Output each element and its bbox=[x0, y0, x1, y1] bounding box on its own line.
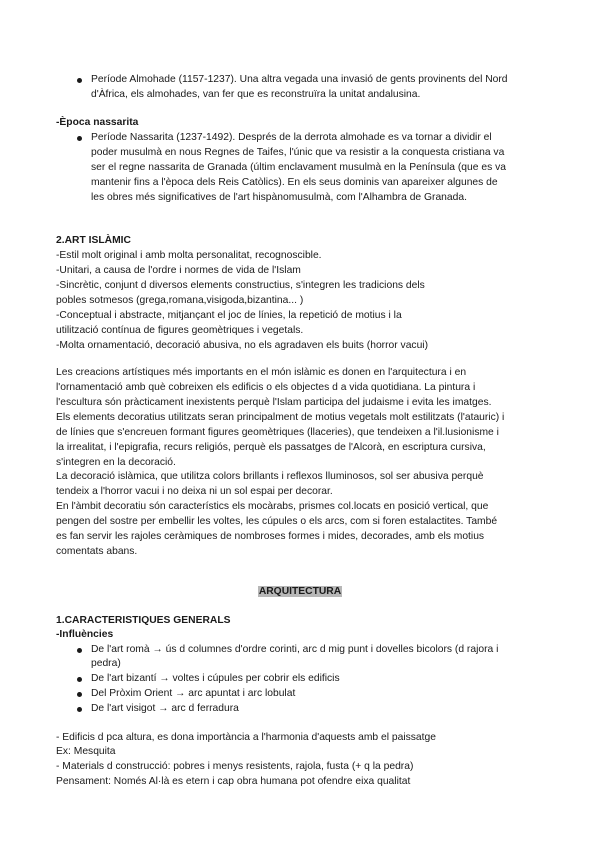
para-line-12: es fan servir les rajoles ceràmiques de nombroses formes i mides, decorades, amb els motius bbox=[56, 531, 485, 542]
para-line-9: tendeix a l'horror vacui i no deixa ni un sol espai per decorar. bbox=[56, 486, 333, 497]
influencies-heading: -Influències bbox=[56, 629, 114, 640]
para-line-3: l'escultura són pràcticament inexistents perquè l'Islam participa del judaisme i evita les imatges. bbox=[56, 397, 492, 408]
nassarita-line-4: mantenir fins a l'època dels Reis Catòlics). En els seus dominis van apareixer algunes de bbox=[91, 177, 498, 188]
caracteristiques-heading: 1.CARACTERISTIQUES GENERALS bbox=[56, 615, 231, 626]
nassarita-line-5: les obres més significatives de l'art hispànomusulmà, com l'Alhambra de Granada. bbox=[91, 192, 467, 203]
art-line-3: -Sincrètic, conjunt d diversos elements constructius, s'integren les tradicions dels bbox=[56, 280, 425, 291]
almohade-line-1: Període Almohade (1157-1237). Una altra vegada una invasió de gents provinents del Nord bbox=[91, 74, 508, 85]
arquitectura-highlight: ARQUITECTURA bbox=[258, 586, 342, 597]
para-line-2: l'ornamentació amb què cobreixen els edificis o els objectes d a vida quotidiana. La pintura i bbox=[56, 382, 476, 393]
bullet-orient bbox=[77, 692, 82, 697]
para-line-1: Les creacions artístiques més importants en el món islàmic es donen en l'arquitectura i en bbox=[56, 367, 467, 378]
art-line-2: -Unitari, a causa de l'ordre i normes de vida de l'Islam bbox=[56, 265, 301, 276]
para-line-6: la irrealitat, i l'epigrafia, recurs religiós, perquè els passatges de l'Alcorà, en escriptura cursiva, bbox=[56, 442, 486, 453]
art-line-4: pobles sotmesos (grega,romana,visigoda,bizantina... ) bbox=[56, 295, 304, 306]
influ-line-3: De l'art bizantí → voltes i cúpules per cobrir els edificis bbox=[91, 673, 340, 684]
influ-line-4: Del Pròxim Orient → arc apuntat i arc lobulat bbox=[91, 688, 296, 699]
last-line-1: - Edificis d pca altura, es dona importància a l'harmonia d'aquests amb el paissatge bbox=[56, 732, 436, 743]
last-line-4: Pensament: Només Al·là es etern i cap obra humana pot ofendre eixa qualitat bbox=[56, 776, 411, 787]
para-line-5: de línies que s'encreuen formant figures geomètriques (llaceries), que tendeixen a l'il.lusionisme i bbox=[56, 427, 499, 438]
influ-line-5: De l'art visigot → arc d ferradura bbox=[91, 703, 239, 714]
art-line-6: utilització contínua de figures geomètriques i vegetals. bbox=[56, 325, 304, 336]
art-line-5: -Conceptual i abstracte, mitjançant el joc de línies, la repetició de motius i la bbox=[56, 310, 402, 321]
influ-line-2: pedra) bbox=[91, 658, 121, 669]
influ-line-1: De l'art romà → ús d columnes d'ordre corinti, arc d mig punt i dovelles bicolors (d rajora i bbox=[91, 644, 499, 655]
nassarita-line-2: poder musulmà en nous Regnes de Taifes, l'únic que va resistir a la conquesta cristiana va bbox=[91, 147, 505, 158]
para-line-8: La decoració islàmica, que utilitza colors brillants i reflexos lluminosos, sol ser abusiva perquè bbox=[56, 471, 484, 482]
art-line-1: -Estil molt original i amb molta personalitat, recognoscible. bbox=[56, 250, 322, 261]
para-line-13: comentats abans. bbox=[56, 546, 138, 557]
bullet-visigot bbox=[77, 707, 82, 712]
nassarita-heading: -Època nassarita bbox=[56, 117, 139, 128]
nassarita-line-3: ser el regne nassarita de Granada (últim enclavament musulmà en la Península (que es va bbox=[91, 162, 506, 173]
para-line-7: s'integren en la decoració. bbox=[56, 457, 176, 468]
art-islamic-heading: 2.ART ISLÀMIC bbox=[56, 235, 131, 246]
para-line-10: En l'àmbit decoratiu són característics els mocàrabs, prismes col.locats en posició vertical, que bbox=[56, 501, 489, 512]
last-line-3: - Materials d construcció: pobres i menys resistents, rajola, fusta (+ q la pedra) bbox=[56, 761, 414, 772]
art-line-7: -Molta ornamentació, decoració abusiva, no els agradaven els buits (horror vacui) bbox=[56, 340, 429, 351]
bullet-nassarita bbox=[77, 136, 82, 141]
bullet-almohade bbox=[77, 78, 82, 83]
para-line-4: Els elements decoratius utilitzats seran principalment de motius vegetals molt estilitzats (l'atauric) i bbox=[56, 412, 505, 423]
bullet-bizanti bbox=[77, 677, 82, 682]
arquitectura-title bbox=[0, 585, 600, 598]
bullet-roma bbox=[77, 648, 82, 653]
last-line-2: Ex: Mesquita bbox=[56, 746, 116, 757]
para-line-11: pengen del sostre per embellir les voltes, les cúpules o els arcs, com si foren estalactites. També bbox=[56, 516, 498, 527]
nassarita-line-1: Període Nassarita (1237-1492). Després de la derrota almohade es va tornar a dividir el bbox=[91, 132, 492, 143]
almohade-line-2: d'Àfrica, els almohades, van fer que es reconstruïra la unitat andalusina. bbox=[91, 89, 421, 100]
